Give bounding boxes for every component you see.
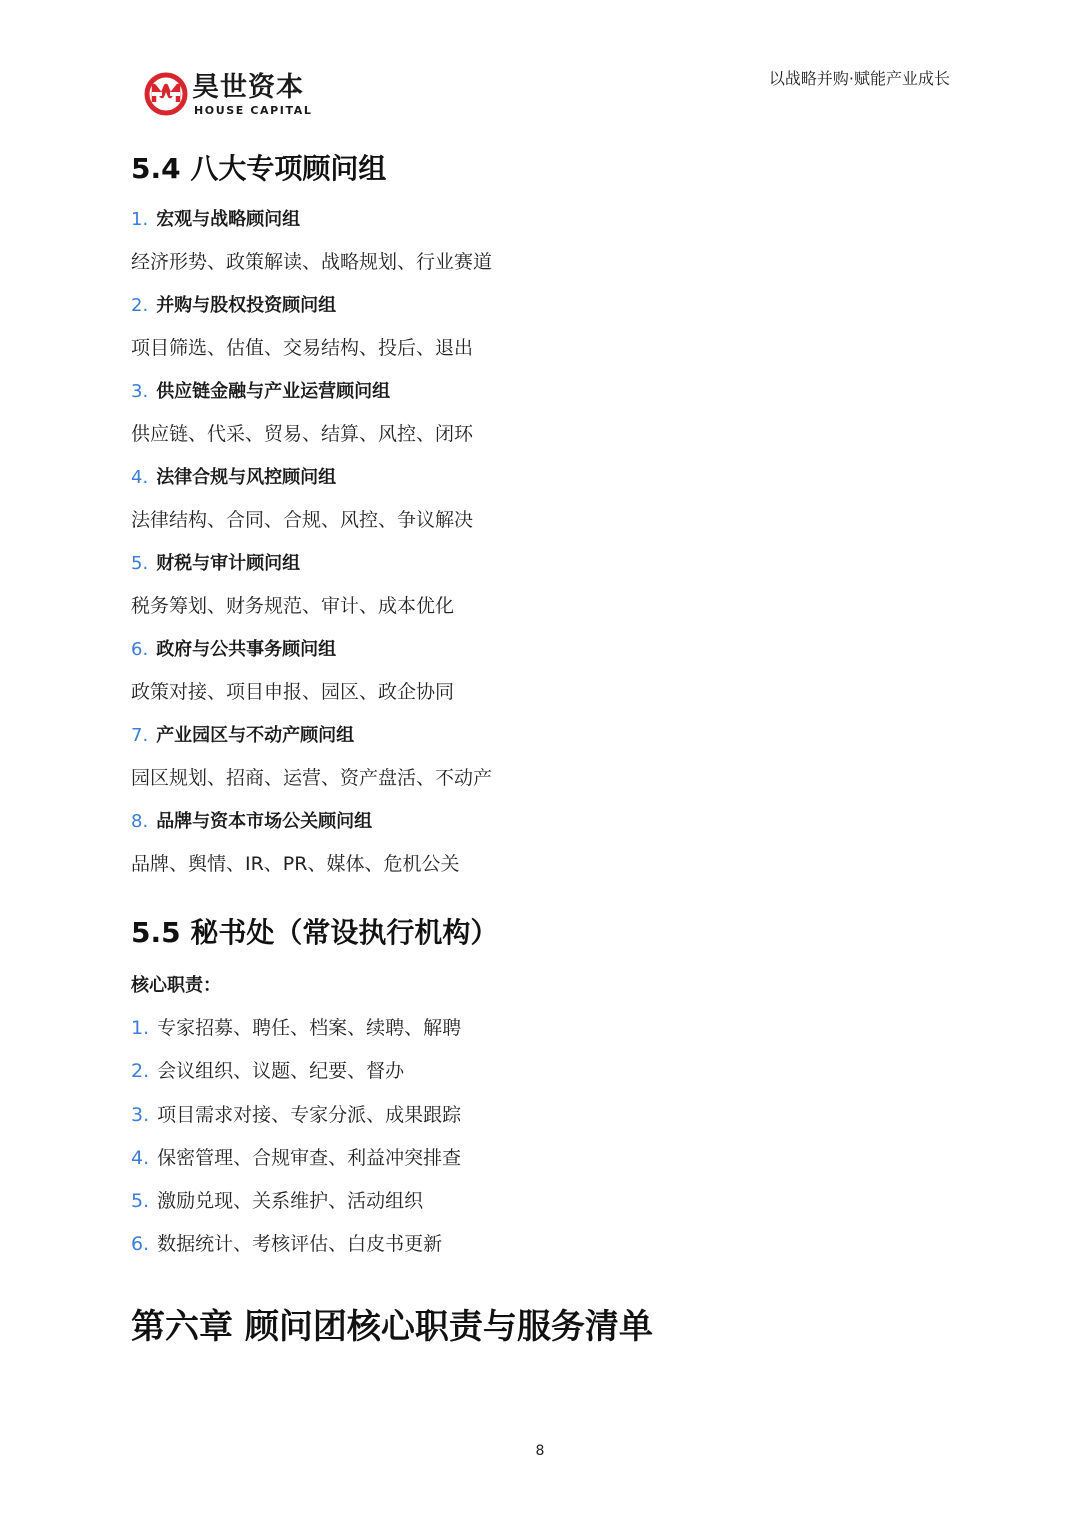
group-description: 供应链、代采、贸易、结算、风控、闭环: [131, 423, 474, 445]
group-description: 政策对接、项目申报、园区、政企协同: [131, 681, 455, 703]
list-item: [131, 542, 951, 628]
group-title-text: 并购与股权投资顾问组: [156, 295, 337, 316]
item-number: 3.: [131, 381, 149, 402]
group-title: [131, 284, 951, 327]
company-logo: [144, 72, 324, 120]
core-duties-label: 核心职责：: [131, 975, 221, 996]
group-title: [131, 714, 951, 757]
group-title: [131, 800, 951, 843]
group-description: 品牌、舆情、IR、PR、媒体、危机公关: [131, 853, 460, 875]
duty-text: 数据统计、考核评估、白皮书更新: [157, 1233, 443, 1256]
group-title-text: 政府与公共事务顾问组: [156, 639, 337, 660]
group-title-text: 宏观与战略顾问组: [156, 209, 301, 230]
page-content: [131, 146, 951, 1355]
section-5-4-heading: 5.4 八大专项顾问组: [131, 152, 387, 185]
item-number: 8.: [131, 811, 149, 832]
group-description: 项目筛选、估值、交易结构、投后、退出: [131, 337, 474, 359]
item-number: 5.: [131, 1190, 150, 1213]
group-title: [131, 370, 951, 413]
item-number: 4.: [131, 467, 149, 488]
item-number: 4.: [131, 1146, 150, 1169]
group-title: [131, 198, 951, 241]
list-item: [131, 1007, 951, 1050]
item-number: 7.: [131, 725, 149, 746]
group-title-text: 供应链金融与产业运营顾问组: [156, 381, 391, 402]
list-item: [131, 800, 951, 886]
group-description: 园区规划、招商、运营、资产盘活、不动产: [131, 767, 493, 789]
group-description: 经济形势、政策解读、战略规划、行业赛道: [131, 251, 493, 273]
list-item: [131, 628, 951, 714]
list-item: [131, 1180, 951, 1223]
header-slogan: 以战略并购·赋能产业成长: [768, 69, 950, 88]
group-description: 法律结构、合同、合规、风控、争议解决: [131, 509, 474, 531]
group-description: 税务筹划、财务规范、审计、成本优化: [131, 595, 455, 617]
group-title-text: 财税与审计顾问组: [156, 553, 301, 574]
duty-text: 保密管理、合规审查、利益冲突排查: [157, 1146, 462, 1169]
section-5-5-heading: 5.5 秘书处（常设执行机构）: [131, 916, 499, 949]
secretariat-duty-list: [131, 1007, 951, 1267]
item-number: 1.: [131, 1017, 150, 1039]
group-title: [131, 628, 951, 671]
item-number: 2.: [131, 1060, 150, 1083]
list-item: [131, 714, 951, 800]
page-number: 8: [535, 1443, 545, 1459]
group-title: [131, 542, 951, 585]
list-item: [131, 1050, 951, 1093]
group-title: [131, 456, 951, 499]
list-item: [131, 1137, 951, 1180]
item-number: 6.: [131, 1233, 150, 1256]
logo-english-name: HOUSE CAPITAL: [194, 104, 313, 117]
duty-text: 会议组织、议题、纪要、督办: [157, 1060, 405, 1083]
advisor-group-list: [131, 198, 951, 886]
list-item: [131, 1094, 951, 1137]
duty-text: 项目需求对接、专家分派、成果跟踪: [157, 1103, 462, 1126]
item-number: 1.: [131, 209, 149, 230]
group-title-text: 法律合规与风控顾问组: [156, 467, 337, 488]
list-item: [131, 284, 951, 370]
list-item: [131, 198, 951, 284]
item-number: 3.: [131, 1103, 150, 1126]
house-capital-emblem-icon: [144, 72, 188, 116]
group-title-text: 产业园区与不动产顾问组: [156, 725, 355, 746]
duty-text: 专家招募、聘任、档案、续聘、解聘: [157, 1017, 462, 1039]
list-item: [131, 1223, 951, 1266]
group-title-text: 品牌与资本市场公关顾问组: [156, 811, 373, 832]
duty-text: 激励兑现、关系维护、活动组织: [157, 1190, 424, 1213]
item-number: 2.: [131, 295, 149, 316]
list-item: [131, 370, 951, 456]
item-number: 5.: [131, 553, 149, 574]
item-number: 6.: [131, 639, 149, 660]
logo-chinese-name: 昊世资本: [192, 72, 304, 103]
list-item: [131, 456, 951, 542]
chapter-6-heading: 第六章 顾问团核心职责与服务清单: [131, 1306, 653, 1347]
